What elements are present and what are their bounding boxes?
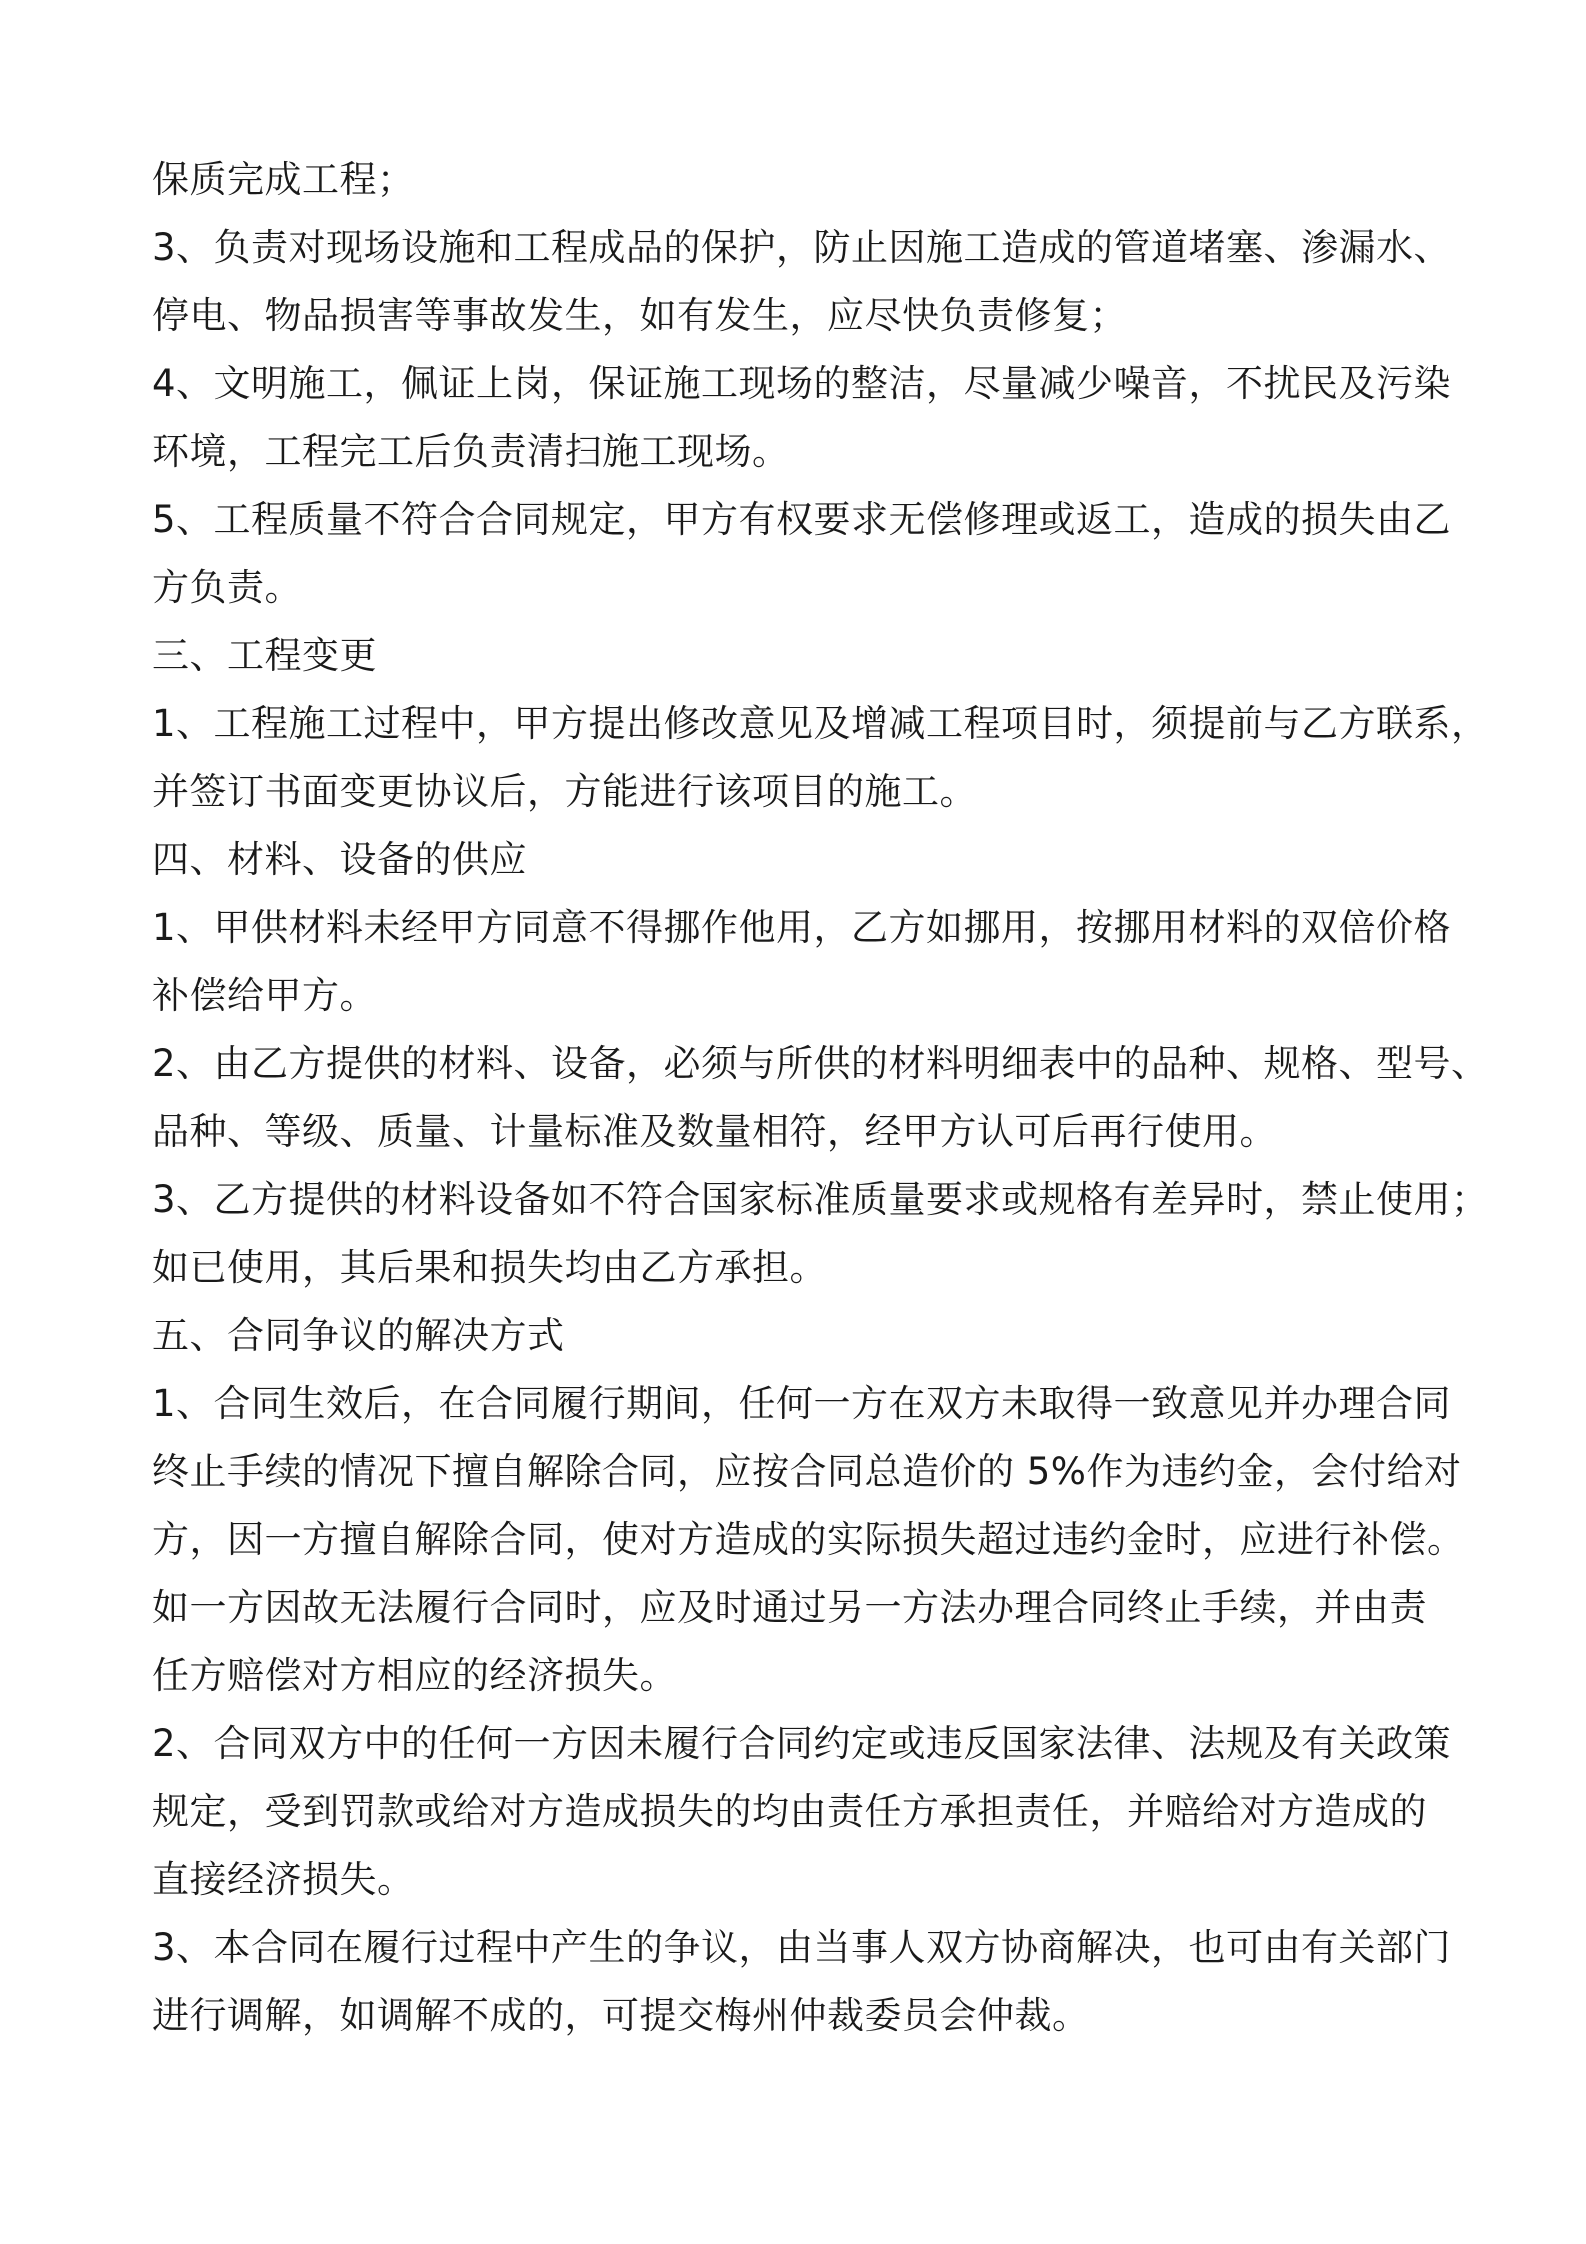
text-line-27: 3、本合同在履行过程中产生的争议，由当事人双方协商解决，也可由有关部门 (152, 1926, 1452, 1969)
text-line-25: 规定，受到罚款或给对方造成损失的均由责任方承担责任，并赔给对方造成的 (152, 1790, 1427, 1833)
text-line-15: 品种、等级、质量、计量标准及数量相符，经甲方认可后再行使用。 (152, 1110, 1277, 1153)
text-line-3: 停电、物品损害等事故发生，如有发生，应尽快负责修复； (152, 294, 1127, 337)
document-body (152, 146, 1489, 2050)
section-heading-5: 五、合同争议的解决方式 (152, 1314, 565, 1357)
text-line-24: 2、合同双方中的任何一方因未履行合同约定或违反国家法律、法规及有关政策 (152, 1722, 1452, 1765)
text-line-6: 5、工程质量不符合合同规定，甲方有权要求无偿修理或返工，造成的损失由乙 (152, 498, 1452, 541)
section-heading-3: 三、工程变更 (152, 634, 377, 677)
text-line-7: 方负责。 (152, 566, 302, 609)
text-line-19: 1、合同生效后，在合同履行期间，任何一方在双方未取得一致意见并办理合同 (152, 1382, 1452, 1425)
text-line-4: 4、文明施工，佩证上岗，保证施工现场的整洁，尽量减少噪音，不扰民及污染 (152, 362, 1452, 405)
text-line-16: 3、乙方提供的材料设备如不符合国家标准质量要求或规格有差异时，禁止使用； (152, 1178, 1489, 1221)
text-line-26: 直接经济损失。 (152, 1858, 415, 1901)
text-line-10: 并签订书面变更协议后，方能进行该项目的施工。 (152, 770, 977, 813)
text-line-5: 环境，工程完工后负责清扫施工现场。 (152, 430, 790, 473)
text-line-9: 1、工程施工过程中，甲方提出修改意见及增减工程项目时，须提前与乙方联系， (152, 702, 1489, 745)
text-line-17: 如已使用，其后果和损失均由乙方承担。 (152, 1246, 827, 1289)
text-line-2: 3、负责对现场设施和工程成品的保护，防止因施工造成的管道堵塞、渗漏水、 (152, 226, 1452, 269)
text-line-22: 如一方因故无法履行合同时，应及时通过另一方法办理合同终止手续，并由责 (152, 1586, 1427, 1629)
section-heading-4: 四、材料、设备的供应 (152, 838, 527, 881)
text-line-20: 终止手续的情况下擅自解除合同，应按合同总造价的 5%作为违约金，会付给对 (152, 1450, 1462, 1493)
text-line-21: 方，因一方擅自解除合同，使对方造成的实际损失超过违约金时，应进行补偿。 (152, 1518, 1465, 1561)
text-line-14: 2、由乙方提供的材料、设备，必须与所供的材料明细表中的品种、规格、型号、 (152, 1042, 1489, 1085)
text-line-23: 任方赔偿对方相应的经济损失。 (152, 1654, 677, 1697)
text-line-12: 1、甲供材料未经甲方同意不得挪作他用，乙方如挪用，按挪用材料的双倍价格 (152, 906, 1452, 949)
text-line-28: 进行调解，如调解不成的，可提交梅州仲裁委员会仲裁。 (152, 1994, 1090, 2037)
text-line-13: 补偿给甲方。 (152, 974, 377, 1017)
text-line-1: 保质完成工程； (152, 158, 415, 201)
